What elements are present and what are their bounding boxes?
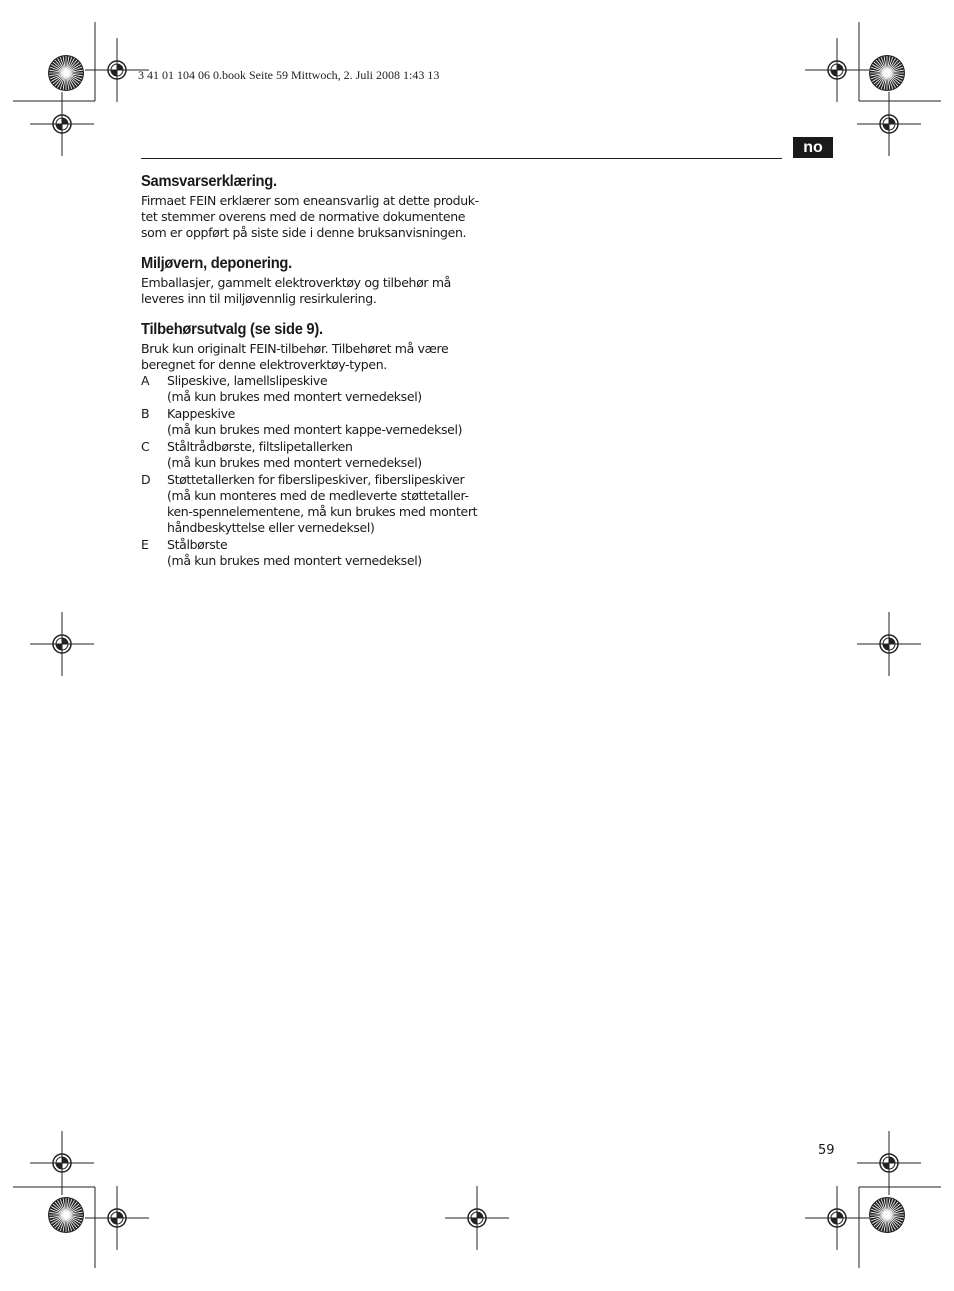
item-letter: C	[141, 439, 150, 454]
section-title-accessories: Tilbehørsutvalg (se side 9).	[141, 321, 323, 338]
registration-target-icon	[30, 1131, 94, 1195]
text-line: Stålbørste	[167, 537, 228, 552]
registration-target-icon	[857, 612, 921, 676]
text-line: tet stemmer overens med de normative dokumentene	[141, 209, 466, 224]
accessories-text	[141, 341, 486, 373]
starburst-mark-icon	[48, 55, 84, 91]
starburst-mark-icon	[869, 55, 905, 91]
registration-target-icon	[445, 1186, 509, 1250]
text-line: Bruk kun originalt FEIN-tilbehør. Tilbehøret må være	[141, 341, 449, 356]
section-title-environment: Miljøvern, deponering.	[141, 255, 292, 272]
starburst-mark-icon	[869, 1197, 905, 1233]
language-badge: no	[793, 137, 833, 158]
section-title-declaration: Samsvarserklæring.	[141, 173, 277, 190]
print-header-line: 3 41 01 104 06 0.book Seite 59 Mittwoch, 2. Juli 2008 1:43 13	[138, 68, 440, 82]
list-item	[141, 373, 486, 405]
list-item	[141, 439, 486, 471]
section-environment	[141, 253, 486, 307]
list-item	[141, 406, 486, 438]
registration-target-icon	[30, 612, 94, 676]
text-line: (må kun brukes med montert vernedeksel)	[167, 389, 422, 404]
text-line: leveres inn til miljøvennlig resirkulering.	[141, 291, 377, 306]
text-line: Kappeskive	[167, 406, 236, 421]
registration-target-icon	[30, 92, 94, 156]
text-line: (må kun monteres med de medleverte støttetaller-	[167, 488, 469, 503]
accessory-list	[141, 373, 486, 569]
section-accessories	[141, 319, 486, 569]
item-letter: E	[141, 537, 149, 552]
top-rule	[141, 158, 782, 159]
text-line: Ståltrådbørste, filtslipetallerken	[167, 439, 353, 454]
text-line: (må kun brukes med montert vernedeksel)	[167, 455, 422, 470]
section-declaration	[141, 171, 486, 241]
text-line: som er oppført på siste side i denne bruksanvisningen.	[141, 225, 467, 240]
text-line: Slipeskive, lamellslipeskive	[167, 373, 328, 388]
main-content	[141, 171, 486, 581]
item-text	[167, 537, 486, 569]
item-text	[167, 439, 486, 471]
text-line: Emballasjer, gammelt elektroverktøy og tilbehør må	[141, 275, 451, 290]
text-line: ken-spennelementene, må kun brukes med montert	[167, 504, 478, 519]
text-line: beregnet for denne elektroverktøy-typen.	[141, 357, 387, 372]
page-number: 59	[818, 1143, 835, 1158]
text-line: (må kun brukes med montert vernedeksel)	[167, 553, 422, 568]
text-line: Firmaet FEIN erklærer som eneansvarlig at dette produk-	[141, 193, 479, 208]
item-text	[167, 373, 486, 405]
declaration-text	[141, 193, 486, 241]
list-item	[141, 472, 486, 536]
environment-text	[141, 275, 486, 307]
text-line: håndbeskyttelse eller vernedeksel)	[167, 520, 375, 535]
text-line: Støttetallerken for fiberslipeskiver, fiberslipeskiver	[167, 472, 465, 487]
item-letter: B	[141, 406, 150, 421]
item-letter: A	[141, 373, 150, 388]
item-text	[167, 406, 486, 438]
list-item	[141, 537, 486, 569]
item-text	[167, 472, 486, 536]
item-letter: D	[141, 472, 151, 487]
text-line: (må kun brukes med montert kappe-vernedeksel)	[167, 422, 463, 437]
registration-target-icon	[857, 1131, 921, 1195]
registration-target-icon	[857, 92, 921, 156]
starburst-mark-icon	[48, 1197, 84, 1233]
